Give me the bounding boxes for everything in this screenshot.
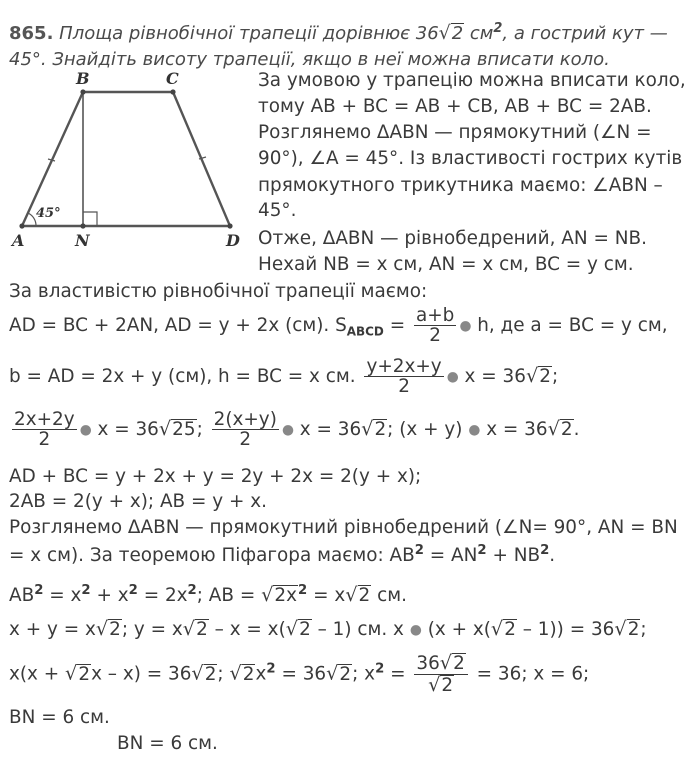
right-text-1: тому AB + BC = AB + CB, AB + BC = 2AB.: [258, 96, 652, 117]
solution-line-7: Розглянемо ΔABN — прямокутний рівнобедрений (∠N= 90°, AN = BN: [9, 517, 678, 538]
problem-number: 865.: [9, 23, 54, 44]
solution-line-5: AD + BC = y + 2x + y = 2y + 2x = 2(y + x);: [9, 466, 422, 487]
right-text-4: прямокутного трикутника маємо: ∠ABN –: [258, 175, 663, 196]
solution-line-11: x(x + √2x – x) = 36√2; $√2x^2 = 36√2$; $x^2$ = $\frac{36√2}{√2}$ = 36; x = 6;: [9, 651, 590, 697]
right-text-2: Розглянемо ΔABN — прямокутний (∠N =: [258, 122, 652, 143]
solution-line-1: За властивістю рівнобічної трапеції маємо:: [9, 281, 428, 302]
right-text-7: Нехай NB = x см, AN = x см, BC = y см.: [258, 254, 634, 275]
solution-line-2: AD = BC + 2AN, AD = y + 2x (см). $S_{ABCD}$ = $\frac{a+b}{2}$ ● h, де a = BC = y см,: [9, 305, 668, 347]
solution-line-6: 2AB = 2(y + x); AB = y + x.: [9, 491, 267, 512]
solution-line-8: = x см). За теоремою Піфагора маємо: $AB^2 = AN^2 + NB^2$.: [9, 543, 556, 567]
solution-line-3: b = AD = 2x + y (см), h = BC = x см. $\frac{y+2x+y}{2}$ ● x = 36√2;: [9, 356, 559, 398]
solution-line-10: x + y = x√2; y = x√2 – x = x(√2 – 1) см. x ● (x + x(√2 – 1)) = 36√2;: [9, 617, 647, 640]
label-d: D: [226, 231, 240, 250]
label-b: B: [76, 69, 90, 88]
angle-label: 45°: [36, 206, 61, 221]
solution-line-9: $AB^2 = x^2 + x^2 = 2x^2$; AB = $√2x^2 = x√2$ см.: [9, 583, 407, 607]
solution-line-4: $\frac{2x+2y}{2}$ ● x = 36√25; $\frac{2(x+y)}{2}$ ● x = 36√2; (x + y) ● x = 36√2.: [14, 409, 580, 451]
right-text-3: 90°), ∠A = 45°. Із властивості гострих кутів: [258, 148, 683, 169]
angle-arc: [28, 213, 36, 226]
right-text-6: Отже, ΔABN — рівнобедрений, AN = NB.: [258, 228, 647, 249]
trapezoid-figure: [8, 66, 258, 251]
answer-line: BN = 6 см.: [117, 733, 218, 754]
label-n: N: [75, 231, 90, 250]
right-text-0: За умовою у трапецію можна вписати коло,: [258, 70, 686, 91]
right-text-5: 45°.: [258, 200, 297, 221]
label-a: A: [12, 231, 25, 250]
problem-statement: 865. Площа рівнобічної трапеції дорівнює 36√2 $см^2$, а гострий кут — 45°. Знайдіть висоту трапеції, якщо в неї можна вписати коло.: [9, 21, 668, 70]
solution-line-12: BN = 6 см.: [9, 707, 110, 728]
right-angle-mark: [83, 212, 97, 226]
label-c: C: [166, 69, 179, 88]
